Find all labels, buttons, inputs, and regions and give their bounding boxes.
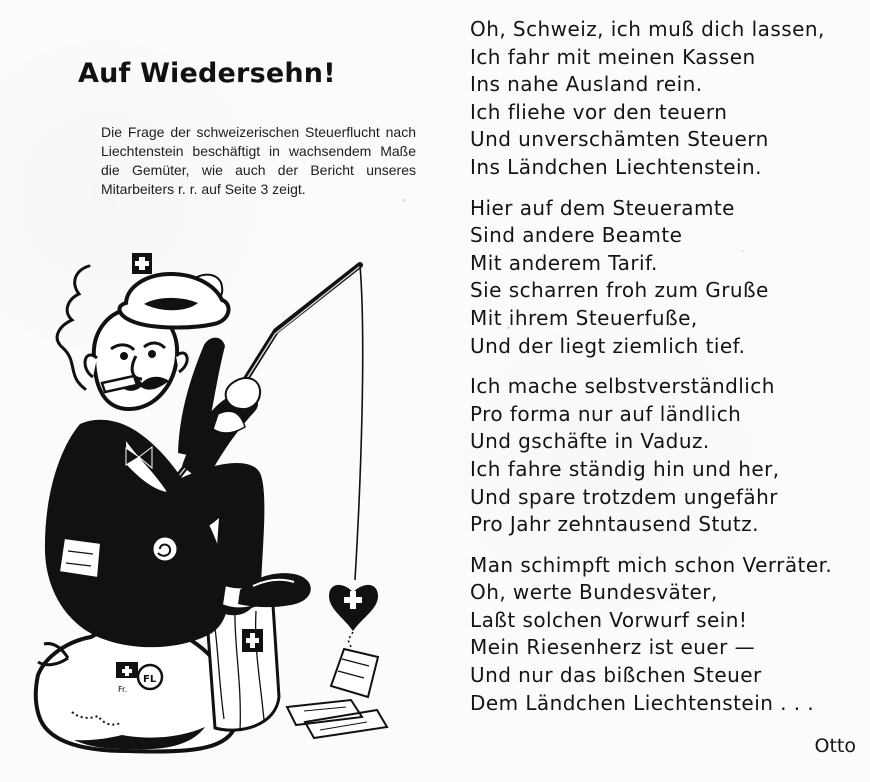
man-eye-left — [120, 352, 128, 360]
fishing-line — [355, 265, 363, 580]
poem-line: Oh, Schweiz, ich muß dich lassen, — [470, 17, 825, 41]
poem-line: Sie scharren froh zum Gruße — [470, 278, 769, 303]
stanza-1 — [470, 16, 862, 182]
poem-line: Ich mache selbstverständlich — [470, 374, 775, 399]
poem-line: Und unverschämten Steuern — [470, 127, 769, 152]
poem-line: Mit anderem Tarif. — [470, 250, 658, 275]
poem-line: Sind andere Beamte — [470, 223, 683, 248]
article-title: Auf Wiedersehn! — [78, 58, 336, 89]
bag-initials: FL — [143, 674, 157, 685]
cartoon-illustration — [28, 245, 423, 755]
poem-line: Und der liegt ziemlich tief. — [470, 333, 746, 358]
poem-line: Man schimpft mich schon Verräter. — [470, 552, 833, 577]
poem-line: Hier auf dem Steueramte — [470, 195, 735, 220]
poem-line: Ins nahe Ausland rein. — [470, 72, 703, 97]
poem-line: Ich fliehe vor den teuern — [470, 99, 728, 124]
poem-line: Ins Ländchen Liechtenstein. — [470, 154, 762, 179]
print-speck — [403, 199, 406, 202]
article-intro: Die Frage der schweizerischen Steuerflucht nach Liechtenstein beschäftigt in wachsendem Maße die Gemüter, wie auch der Bericht unseres Mitarbeiters r. r. auf Seite 3 zeigt. — [101, 124, 416, 197]
poem-line: Mit ihrem Steuerfuße, — [470, 305, 698, 330]
hanging-banknote — [331, 649, 378, 697]
stanza-4 — [470, 552, 862, 718]
poem-line: Pro Jahr zehntausend Stutz. — [470, 512, 759, 537]
poem-line: Dem Ländchen Liechtenstein . . . — [470, 690, 815, 715]
poem — [470, 16, 862, 730]
coin — [152, 536, 178, 562]
poem-line: Laßt solchen Vorwurf sein! — [470, 607, 748, 632]
scattered-banknotes — [287, 700, 387, 738]
poem-line: Mein Riesenherz ist euer — — [470, 635, 756, 660]
print-speck — [640, 553, 642, 555]
stanza-2 — [470, 195, 862, 361]
poem-author: Otto — [814, 735, 856, 757]
man-eye-right — [148, 350, 156, 358]
cigar-smoke — [57, 266, 89, 389]
dropped-paper — [59, 538, 101, 578]
print-speck — [742, 250, 744, 252]
man-rod-hand — [226, 378, 260, 409]
poem-line: Und gschäfte in Vaduz. — [470, 429, 710, 454]
print-speck — [507, 326, 510, 329]
poem-line: Pro forma nur auf ländlich — [470, 401, 742, 426]
poem-line: Oh, werte Bundesväter, — [470, 580, 718, 605]
poem-line: Und spare trotzdem ungefähr — [470, 484, 778, 509]
coin-label: Fr. — [118, 685, 128, 694]
stanza-3 — [470, 373, 862, 539]
poem-line: Ich fahre ständig hin und her, — [470, 456, 780, 481]
poem-line: Ich fahr mit meinen Kassen — [470, 44, 756, 69]
poem-line: Und nur das bißchen Steuer — [470, 663, 762, 688]
